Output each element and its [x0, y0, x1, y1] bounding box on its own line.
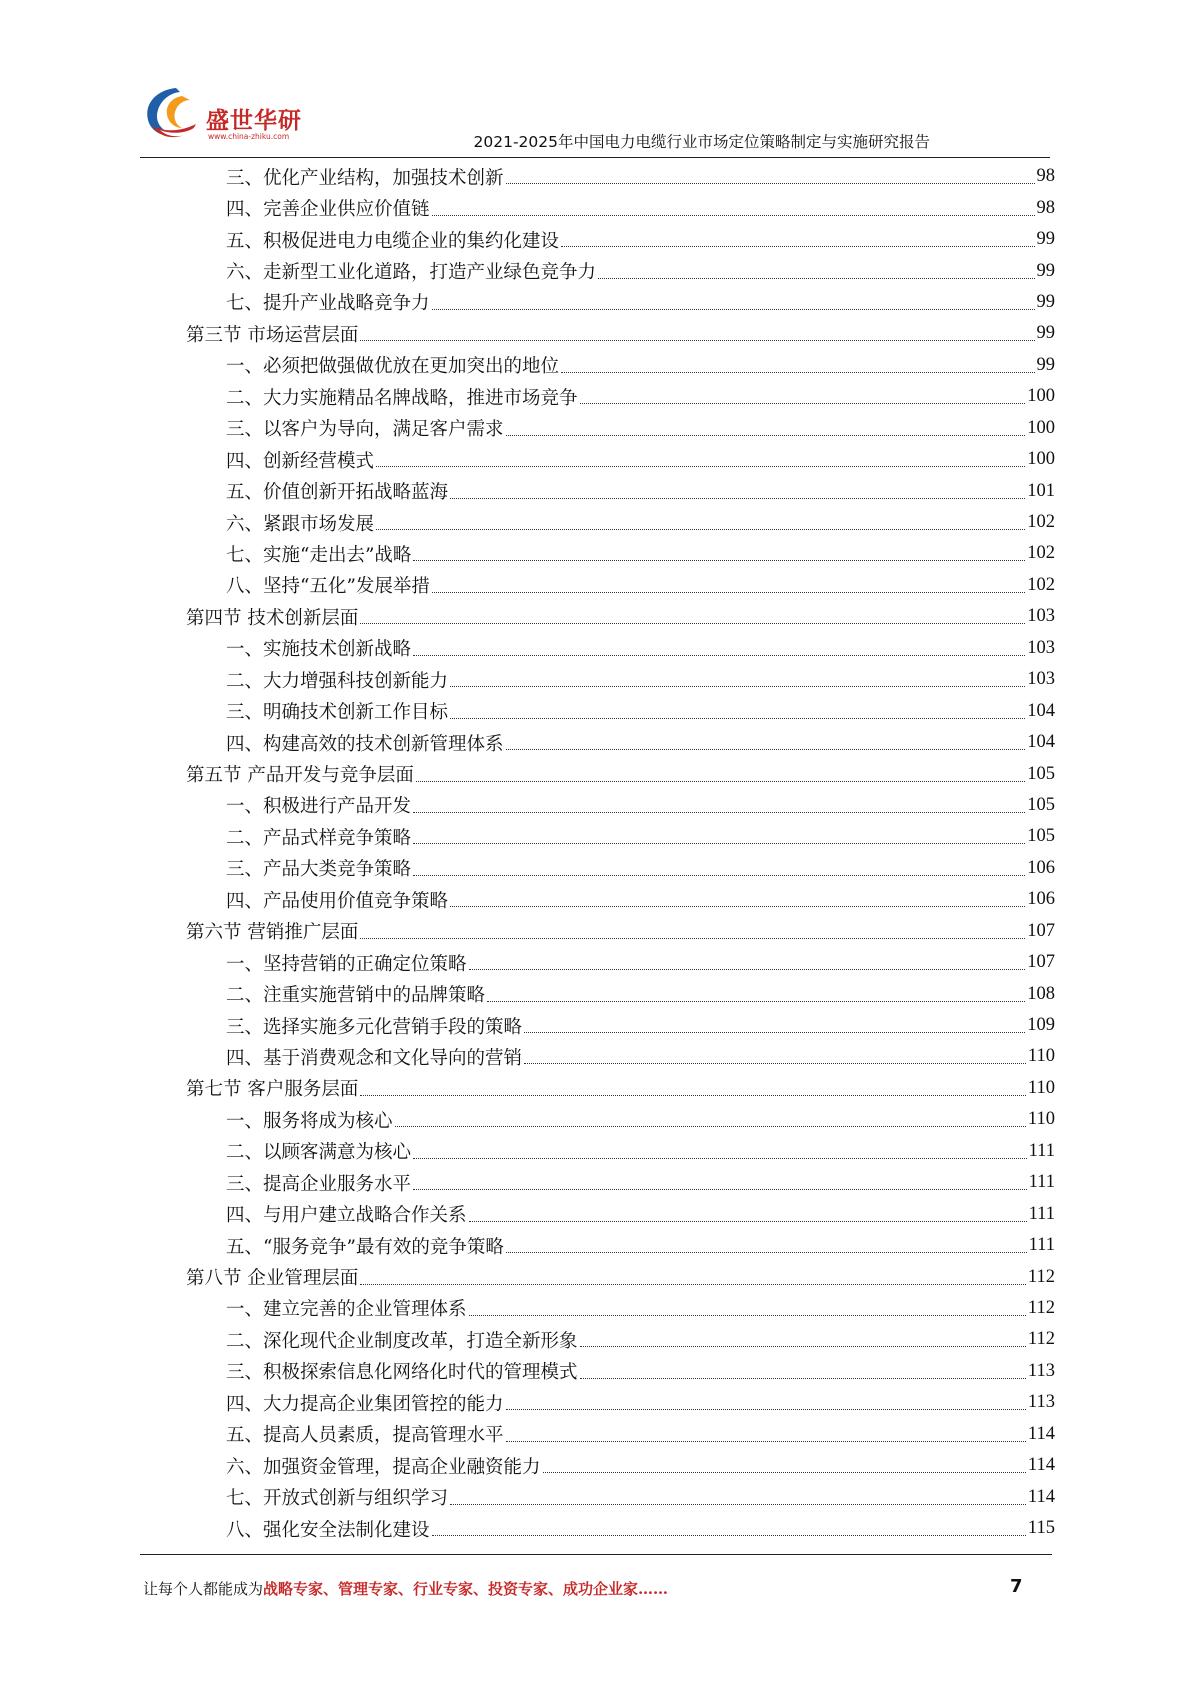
toc-dot-leader — [360, 1095, 1026, 1096]
toc-dot-leader — [469, 1315, 1026, 1316]
toc-entry-label: 四、产品使用价值竞争策略 — [226, 890, 449, 912]
toc-item-entry[interactable] — [186, 1450, 1055, 1481]
toc-item-entry[interactable] — [186, 381, 1055, 412]
toc-entry-page: 104 — [1027, 732, 1055, 753]
toc-entry-label: 第三节 市场运营层面 — [186, 324, 359, 346]
toc-dot-leader — [413, 812, 1025, 813]
toc-dot-leader — [506, 183, 1035, 184]
toc-entry-page: 104 — [1027, 700, 1055, 721]
footer-slogan-prefix: 让每个人都能成为 — [143, 1580, 264, 1598]
toc-entry-label: 第五节 产品开发与竞争层面 — [186, 765, 414, 787]
toc-entry-label: 三、积极探索信息化网络化时代的管理模式 — [226, 1362, 578, 1384]
toc-entry-page: 105 — [1027, 826, 1055, 847]
toc-entry-page: 99 — [1036, 291, 1055, 312]
toc-item-entry[interactable] — [186, 853, 1055, 884]
toc-entry-page: 114 — [1027, 1423, 1055, 1444]
toc-item-entry[interactable] — [186, 1230, 1055, 1261]
toc-entry-label: 一、服务将成为核心 — [226, 1110, 393, 1132]
toc-entry-page: 108 — [1027, 983, 1055, 1004]
toc-entry-label: 六、加强资金管理，提高企业融资能力 — [226, 1456, 541, 1478]
toc-entry-page: 102 — [1027, 543, 1055, 564]
toc-item-entry[interactable] — [186, 507, 1055, 538]
toc-item-entry[interactable] — [186, 1104, 1055, 1135]
toc-dot-leader — [360, 938, 1025, 939]
toc-dot-leader — [450, 1504, 1026, 1505]
toc-entry-page: 113 — [1027, 1360, 1055, 1381]
toc-entry-label: 四、与用户建立战略合作关系 — [226, 1205, 467, 1227]
toc-entry-label: 二、以顾客满意为核心 — [226, 1142, 412, 1164]
toc-entry-page: 102 — [1027, 574, 1055, 595]
toc-item-entry[interactable] — [186, 475, 1055, 506]
toc-dot-leader — [450, 686, 1025, 687]
toc-dot-leader — [561, 372, 1034, 373]
toc-entry-label: 一、实施技术创新战略 — [226, 639, 412, 661]
toc-entry-page: 99 — [1036, 229, 1055, 250]
report-title: 2021-2025年中国电力电缆行业市场定位策略制定与实施研究报告 — [473, 133, 930, 151]
toc-entry-label: 三、选择实施多元化营销手段的策略 — [226, 1016, 523, 1038]
toc-item-entry[interactable] — [186, 1324, 1055, 1355]
table-of-contents — [186, 161, 1055, 1544]
toc-entry-page: 110 — [1027, 1109, 1055, 1130]
toc-item-entry[interactable] — [186, 1041, 1055, 1072]
toc-entry-page: 99 — [1036, 260, 1055, 281]
toc-item-entry[interactable] — [186, 350, 1055, 381]
toc-item-entry[interactable] — [186, 727, 1055, 758]
toc-dot-leader — [506, 1409, 1026, 1410]
toc-entry-page: 109 — [1027, 1015, 1055, 1036]
toc-entry-label: 五、积极促进电力电缆企业的集约化建设 — [226, 230, 560, 252]
toc-entry-page: 111 — [1028, 1203, 1055, 1224]
toc-section-entry[interactable] — [186, 601, 1055, 632]
toc-entry-label: 三、提高企业服务水平 — [226, 1173, 412, 1195]
toc-item-entry[interactable] — [186, 1356, 1055, 1387]
toc-dot-leader — [506, 749, 1026, 750]
toc-dot-leader — [432, 592, 1025, 593]
footer-divider — [140, 1554, 1052, 1555]
toc-dot-leader — [561, 246, 1034, 247]
toc-entry-page: 99 — [1036, 323, 1055, 344]
toc-dot-leader — [524, 1032, 1025, 1033]
toc-dot-leader — [376, 529, 1025, 530]
toc-dot-leader — [580, 1378, 1026, 1379]
toc-entry-label: 七、提升产业战略竞争力 — [226, 293, 430, 315]
toc-entry-label: 第四节 技术创新层面 — [186, 607, 359, 629]
logo-name: 盛世华研 — [206, 108, 302, 134]
toc-dot-leader — [413, 1189, 1027, 1190]
toc-entry-label: 三、优化产业结构，加强技术创新 — [226, 167, 504, 189]
toc-item-entry[interactable] — [186, 224, 1055, 255]
toc-dot-leader — [413, 655, 1025, 656]
toc-entry-label: 三、以客户为导向，满足客户需求 — [226, 419, 504, 441]
toc-entry-label: 第六节 营销推广层面 — [186, 922, 359, 944]
toc-dot-leader — [432, 309, 1035, 310]
toc-entry-page: 107 — [1027, 920, 1055, 941]
toc-entry-page: 114 — [1027, 1486, 1055, 1507]
toc-entry-page: 105 — [1027, 763, 1055, 784]
toc-entry-label: 一、必须把做强做优放在更加突出的地位 — [226, 356, 560, 378]
toc-section-entry[interactable] — [186, 916, 1055, 947]
toc-dot-leader — [416, 781, 1025, 782]
toc-entry-page: 100 — [1027, 449, 1055, 470]
toc-entry-page: 107 — [1027, 952, 1055, 973]
toc-entry-label: 二、产品式样竞争策略 — [226, 827, 412, 849]
toc-entry-page: 98 — [1036, 197, 1055, 218]
toc-entry-page: 112 — [1027, 1266, 1055, 1287]
toc-section-entry[interactable] — [186, 1261, 1055, 1292]
toc-entry-label: 第八节 企业管理层面 — [186, 1268, 359, 1290]
toc-entry-label: 二、大力增强科技创新能力 — [226, 670, 449, 692]
page-header — [140, 82, 1050, 160]
toc-entry-label: 三、明确技术创新工作目标 — [226, 702, 449, 724]
toc-item-entry[interactable] — [186, 947, 1055, 978]
toc-section-entry[interactable] — [186, 1073, 1055, 1104]
toc-entry-page: 103 — [1027, 637, 1055, 658]
toc-entry-page: 112 — [1027, 1297, 1055, 1318]
toc-entry-page: 110 — [1027, 1077, 1055, 1098]
toc-entry-label: 二、大力实施精品名牌战略，推进市场竞争 — [226, 387, 578, 409]
toc-dot-leader — [506, 1252, 1027, 1253]
toc-item-entry[interactable] — [186, 1481, 1055, 1512]
toc-dot-leader — [450, 718, 1025, 719]
company-logo — [140, 82, 310, 150]
toc-item-entry[interactable] — [186, 664, 1055, 695]
toc-dot-leader — [360, 623, 1025, 624]
toc-entry-page: 112 — [1027, 1329, 1055, 1350]
toc-dot-leader — [469, 1221, 1027, 1222]
toc-dot-leader — [413, 875, 1025, 876]
toc-entry-page: 106 — [1027, 857, 1055, 878]
toc-dot-leader — [580, 403, 1026, 404]
footer-slogan-roles: 战略专家、管理专家、行业专家、投资专家、成功企业家…… — [263, 1580, 669, 1598]
toc-entry-page: 99 — [1036, 354, 1055, 375]
page-number: 7 — [1010, 1576, 1023, 1597]
toc-entry-label: 五、价值创新开拓战略蓝海 — [226, 482, 449, 504]
toc-entry-page: 111 — [1028, 1140, 1055, 1161]
toc-item-entry[interactable] — [186, 255, 1055, 286]
toc-entry-label: 四、完善企业供应价值链 — [226, 199, 430, 221]
toc-entry-label: 五、“服务竞争”最有效的竞争策略 — [226, 1236, 504, 1258]
toc-entry-page: 101 — [1027, 480, 1055, 501]
toc-entry-label: 七、开放式创新与组织学习 — [226, 1488, 449, 1510]
toc-dot-leader — [450, 906, 1025, 907]
toc-entry-page: 98 — [1036, 166, 1055, 187]
toc-item-entry[interactable] — [186, 978, 1055, 1009]
toc-dot-leader — [524, 1063, 1026, 1064]
toc-dot-leader — [506, 1441, 1026, 1442]
toc-dot-leader — [376, 466, 1025, 467]
toc-entry-page: 100 — [1027, 417, 1055, 438]
toc-entry-label: 第七节 客户服务层面 — [186, 1079, 359, 1101]
toc-dot-leader — [506, 435, 1026, 436]
toc-dot-leader — [450, 498, 1025, 499]
toc-dot-leader — [360, 340, 1034, 341]
toc-item-entry[interactable] — [186, 161, 1055, 192]
toc-item-entry[interactable] — [186, 790, 1055, 821]
toc-entry-page: 102 — [1027, 512, 1055, 533]
toc-entry-label: 二、深化现代企业制度改革，打造全新形象 — [226, 1330, 578, 1352]
toc-item-entry[interactable] — [186, 1136, 1055, 1167]
toc-entry-label: 一、积极进行产品开发 — [226, 796, 412, 818]
toc-entry-page: 103 — [1027, 669, 1055, 690]
toc-item-entry[interactable] — [186, 1198, 1055, 1229]
toc-dot-leader — [469, 969, 1026, 970]
toc-dot-leader — [413, 1158, 1027, 1159]
toc-section-entry[interactable] — [186, 318, 1055, 349]
toc-entry-label: 六、紧跟市场发展 — [226, 513, 375, 535]
toc-entry-label: 四、大力提高企业集团管控的能力 — [226, 1393, 504, 1415]
toc-dot-leader — [413, 560, 1025, 561]
toc-item-entry[interactable] — [186, 1167, 1055, 1198]
toc-item-entry[interactable] — [186, 884, 1055, 915]
toc-entry-label: 四、创新经营模式 — [226, 450, 375, 472]
toc-item-entry[interactable] — [186, 821, 1055, 852]
toc-dot-leader — [543, 1472, 1026, 1473]
toc-item-entry[interactable] — [186, 570, 1055, 601]
toc-entry-label: 七、实施“走出去”战略 — [226, 544, 412, 566]
toc-entry-label: 六、走新型工业化道路，打造产业绿色竞争力 — [226, 262, 597, 284]
toc-entry-page: 100 — [1027, 386, 1055, 407]
toc-item-entry[interactable] — [186, 1387, 1055, 1418]
toc-dot-leader — [395, 1126, 1026, 1127]
toc-item-entry[interactable] — [186, 1513, 1055, 1544]
toc-entry-page: 115 — [1027, 1518, 1055, 1539]
logo-mark-icon — [140, 82, 206, 148]
toc-item-entry[interactable] — [186, 1419, 1055, 1450]
toc-entry-page: 111 — [1028, 1235, 1055, 1256]
toc-entry-label: 四、基于消费观念和文化导向的营销 — [226, 1047, 523, 1069]
toc-dot-leader — [432, 215, 1035, 216]
toc-item-entry[interactable] — [186, 287, 1055, 318]
toc-entry-label: 八、强化安全法制化建设 — [226, 1519, 430, 1541]
toc-entry-label: 四、构建高效的技术创新管理体系 — [226, 733, 504, 755]
toc-item-entry[interactable] — [186, 1293, 1055, 1324]
toc-entry-page: 110 — [1027, 1046, 1055, 1067]
toc-entry-page: 106 — [1027, 889, 1055, 910]
toc-item-entry[interactable] — [186, 633, 1055, 664]
toc-dot-leader — [487, 1001, 1025, 1002]
toc-item-entry[interactable] — [186, 695, 1055, 726]
toc-entry-label: 八、坚持“五化”发展举措 — [226, 576, 430, 598]
toc-dot-leader — [598, 278, 1034, 279]
footer-slogan — [143, 1578, 668, 1599]
toc-item-entry[interactable] — [186, 192, 1055, 223]
header-divider — [140, 157, 1050, 158]
toc-dot-leader — [432, 1535, 1026, 1536]
logo-url: www.china-zhiku.com — [208, 132, 290, 141]
toc-entry-label: 一、建立完善的企业管理体系 — [226, 1299, 467, 1321]
toc-entry-page: 111 — [1028, 1172, 1055, 1193]
toc-entry-page: 113 — [1027, 1392, 1055, 1413]
toc-item-entry[interactable] — [186, 444, 1055, 475]
toc-entry-page: 114 — [1027, 1455, 1055, 1476]
toc-entry-page: 105 — [1027, 794, 1055, 815]
toc-entry-label: 三、产品大类竞争策略 — [226, 859, 412, 881]
toc-entry-label: 一、坚持营销的正确定位策略 — [226, 953, 467, 975]
toc-entry-label: 五、提高人员素质，提高管理水平 — [226, 1425, 504, 1447]
toc-item-entry[interactable] — [186, 413, 1055, 444]
toc-section-entry[interactable] — [186, 758, 1055, 789]
toc-item-entry[interactable] — [186, 1010, 1055, 1041]
toc-entry-label: 二、注重实施营销中的品牌策略 — [226, 985, 486, 1007]
toc-dot-leader — [580, 1346, 1026, 1347]
toc-dot-leader — [360, 1284, 1026, 1285]
toc-item-entry[interactable] — [186, 538, 1055, 569]
toc-dot-leader — [413, 843, 1025, 844]
toc-entry-page: 103 — [1027, 606, 1055, 627]
